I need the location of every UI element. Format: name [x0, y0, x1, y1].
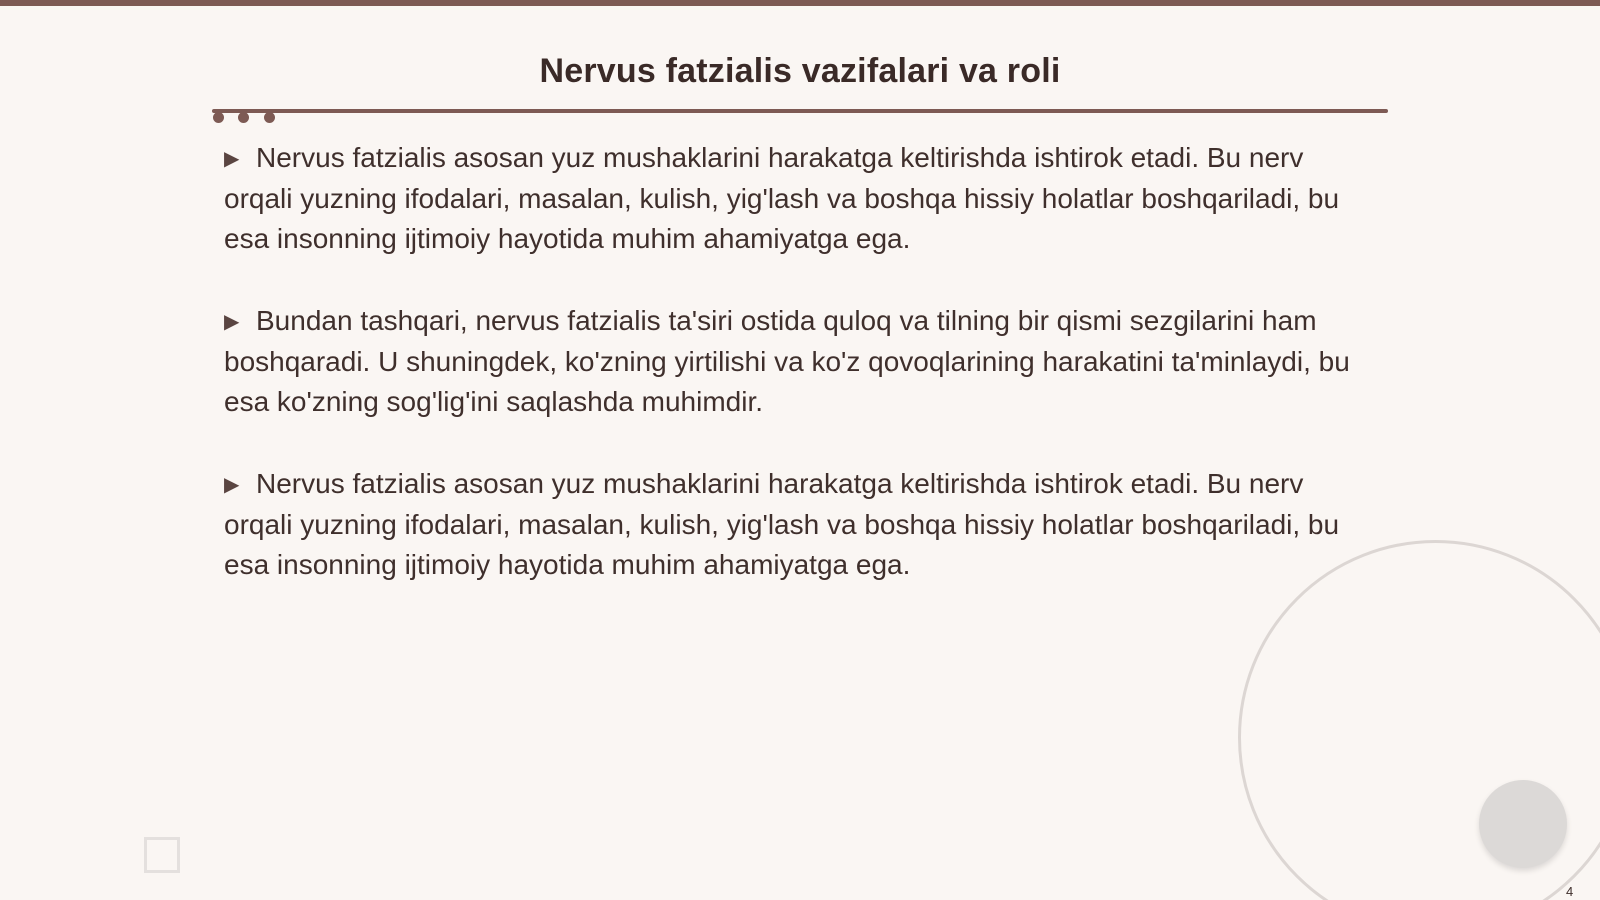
bullet-item — [224, 301, 1369, 422]
slide-title: Nervus fatzialis vazifalari va roli — [539, 52, 1061, 90]
decorative-square — [144, 837, 180, 873]
page-number: 4 — [1566, 884, 1574, 899]
bullet-list — [224, 138, 1369, 627]
title-dot-2 — [238, 112, 249, 123]
triangle-bullet-icon: ▶ — [224, 148, 240, 170]
decorative-circle — [1479, 780, 1567, 868]
bullet-text: Bundan tashqari, nervus fatzialis ta'siri ostida quloq va tilning bir qismi sezgilarini ham boshqaradi. U shuningdek, ko'zning yirtilishi va ko'z qovoqlarining harakatini ta'minlaydi, bu esa ko'zning sog'lig'ini saqlashda muhimdir. — [224, 305, 1350, 417]
bullet-item — [224, 138, 1369, 259]
title-underline — [212, 109, 1388, 113]
title-dot-1 — [213, 112, 224, 123]
bullet-text: Nervus fatzialis asosan yuz mushaklarini harakatga keltirishda ishtirok etadi. Bu nerv orqali yuzning ifodalari, masalan, kulish, yig'lash va boshqa hissiy holatlar boshqariladi, bu esa insonning ijtimoiy hayotida muhim ahamiyatga ega. — [224, 142, 1340, 254]
triangle-bullet-icon: ▶ — [224, 311, 240, 333]
triangle-bullet-icon: ▶ — [224, 474, 240, 496]
bullet-text: Nervus fatzialis asosan yuz mushaklarini harakatga keltirishda ishtirok etadi. Bu nerv orqali yuzning ifodalari, masalan, kulish, yig'lash va boshqa hissiy holatlar boshqariladi, bu esa insonning ijtimoiy hayotida muhim ahamiyatga ega. — [224, 468, 1340, 580]
title-dot-3 — [264, 112, 275, 123]
bullet-item — [224, 464, 1369, 585]
top-accent-bar — [0, 0, 1600, 6]
